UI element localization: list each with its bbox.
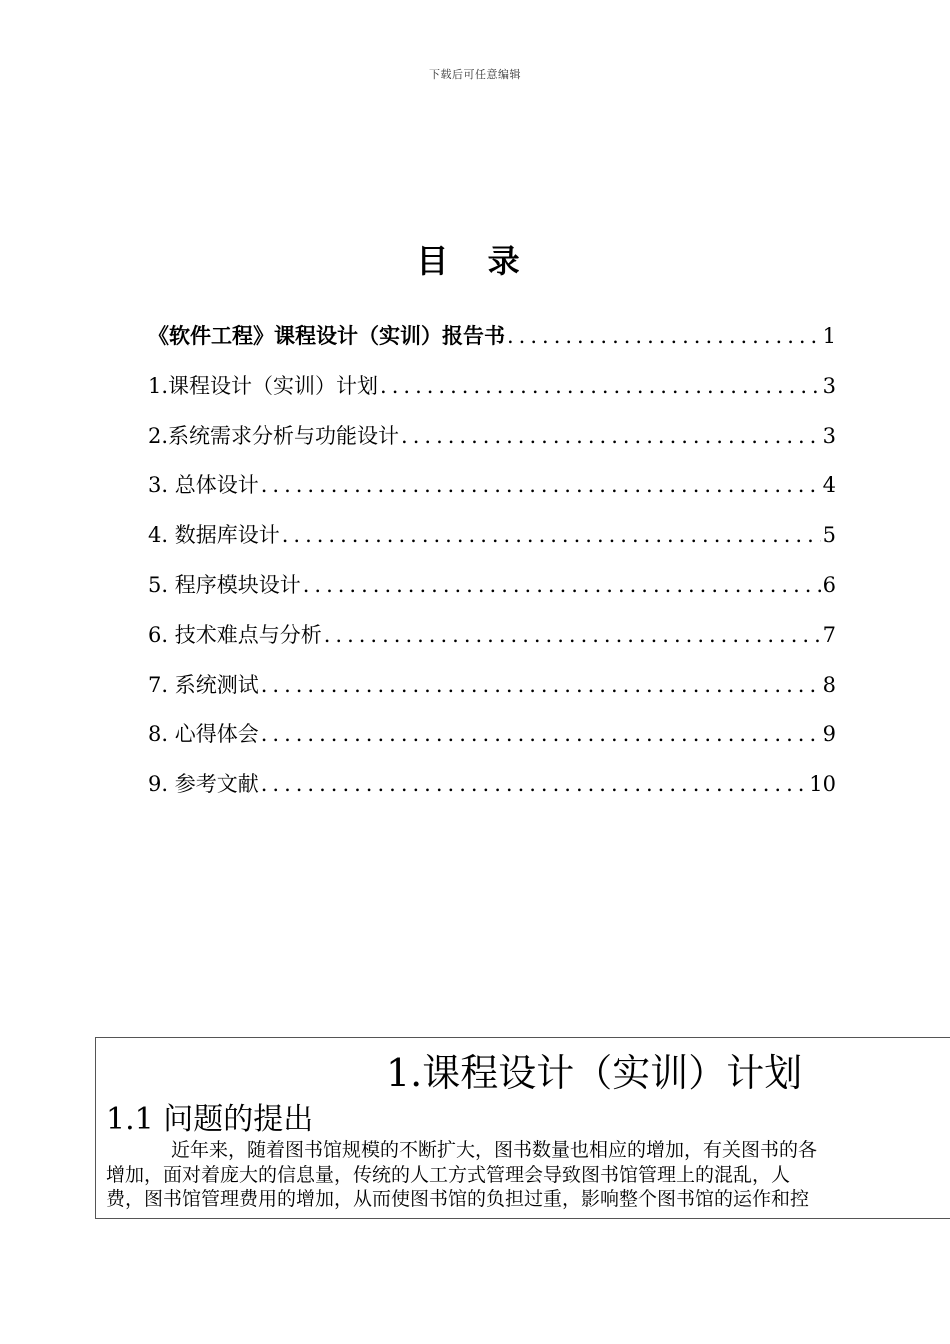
paragraph-line: 增加，面对着庞大的信息量，传统的人工方式管理会导致图书馆管理上的混乱，人 — [106, 1163, 791, 1186]
toc-entry-page: 7 — [822, 622, 836, 647]
toc-entry[interactable] — [148, 619, 836, 669]
toc-entry[interactable] — [148, 718, 836, 768]
toc-leader-dots — [401, 424, 821, 448]
toc-entry-label: 8. 心得体会 — [148, 722, 259, 747]
toc-entry-label: 2.系统需求分析与功能设计 — [148, 423, 400, 448]
toc-entry-page: 6 — [822, 572, 836, 597]
toc-leader-dots — [303, 573, 821, 597]
toc-entry-label: 9. 参考文献 — [148, 772, 259, 797]
toc-entry-page: 3 — [822, 423, 836, 448]
toc-entry[interactable] — [148, 469, 836, 519]
toc-entry-page: 8 — [822, 672, 836, 697]
toc-entry[interactable] — [148, 519, 836, 569]
toc-entry-label: 4. 数据库设计 — [148, 523, 280, 548]
toc-entry-page: 4 — [822, 473, 836, 498]
toc-entry-label: 1.课程设计（实训）计划 — [148, 373, 379, 398]
toc-entry-label: 7. 系统测试 — [148, 672, 259, 697]
paragraph-line: 近年来，随着图书馆规模的不断扩大，图书数量也相应的增加，有关图书的各 — [171, 1139, 818, 1161]
toc-entry-page: 10 — [809, 772, 836, 797]
toc-leader-dots — [261, 722, 821, 746]
toc-leader-dots — [261, 772, 808, 796]
toc-entry-page: 5 — [822, 523, 836, 548]
subsection-title: 1.1 问题的提出 — [106, 1102, 314, 1137]
toc-entry[interactable] — [148, 768, 836, 818]
body-paragraph — [106, 1138, 950, 1212]
section-frame — [95, 1037, 950, 1219]
toc-leader-dots — [261, 473, 821, 497]
toc-entry-page: 1 — [822, 324, 836, 348]
toc-entry-label: 3. 总体设计 — [148, 473, 259, 498]
toc-leader-dots — [324, 623, 821, 647]
header-note: 下载后可任意编辑 — [429, 68, 521, 81]
toc-entry-label: 《软件工程》课程设计（实训）报告书 — [148, 324, 505, 348]
table-of-contents — [148, 320, 836, 818]
toc-leader-dots — [261, 673, 821, 697]
toc-leader-dots — [507, 324, 821, 348]
toc-title: 目 录 — [416, 242, 534, 280]
toc-leader-dots — [380, 374, 821, 398]
toc-entry[interactable] — [148, 669, 836, 719]
section-title: 1.课程设计（实训）计划 — [386, 1051, 803, 1095]
toc-leader-dots — [282, 523, 821, 547]
toc-entry[interactable] — [148, 320, 836, 370]
toc-entry-label: 6. 技术难点与分析 — [148, 622, 322, 647]
toc-entry[interactable] — [148, 569, 836, 619]
toc-entry[interactable] — [148, 370, 836, 420]
toc-entry[interactable] — [148, 420, 836, 470]
toc-entry-page: 3 — [822, 373, 836, 398]
paragraph-line: 费，图书馆管理费用的增加，从而使图书馆的负担过重，影响整个图书馆的运作和控 — [106, 1188, 810, 1210]
toc-entry-page: 9 — [822, 722, 836, 747]
toc-entry-label: 5. 程序模块设计 — [148, 572, 301, 597]
